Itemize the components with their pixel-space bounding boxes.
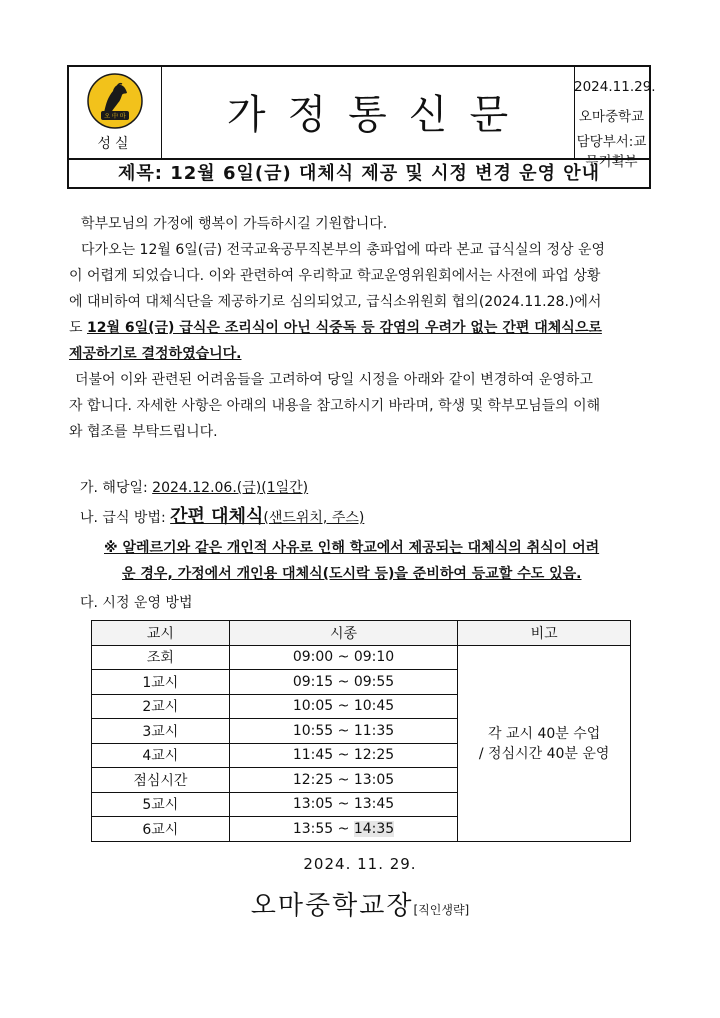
logo-cell [69,67,162,158]
body-line-4-prefix: 도 [69,320,87,336]
emphasis-text-1: 12월 6일(금) 급식은 조리식이 아닌 식중독 등 감염의 우려가 없는 간편 대체식으로 [86,320,602,336]
body-line-5 [69,341,659,367]
col-header-remark: 비고 [458,621,631,646]
time-cell: 10:05 ~ 10:45 [229,694,458,719]
table-header-row [92,621,631,646]
period-cell: 조회 [92,645,230,670]
time-cell: 12:25 ~ 13:05 [229,768,458,793]
period-cell: 5교시 [92,792,230,817]
period-cell: 4교시 [92,743,230,768]
period-cell: 점심시간 [92,768,230,793]
time-cell [229,817,458,842]
remark-cell [458,645,631,841]
greeting-line: 학부모님의 가정에 행복이 가득하시길 기원합니다. [81,216,388,232]
time-start: 13:55 ~ [292,820,354,837]
body-line-1: 다가오는 12월 6일(금) 전국교육공무직본부의 총파업에 따라 본교 급식실의 정상 운영 [81,242,605,258]
item-schedule-label: 다. 시정 운영 방법 [80,595,193,611]
item-meal-method [80,502,364,528]
emblem-text: 오 中 마 [104,113,126,120]
body-line-4 [69,315,659,341]
meal-detail: (샌드위치, 주스) [263,510,365,526]
item-meal-label: 나. 급식 방법: [80,510,171,526]
time-cell: 11:45 ~ 12:25 [229,743,458,768]
school-emblem-icon [87,73,143,129]
document-title: 가정통신문 [226,92,531,138]
time-end-highlighted: 14:35 [353,820,395,837]
emphasis-text-2: 제공하기로 결정하였습니다. [69,346,242,362]
info-cell [574,67,656,170]
allergy-note [104,535,660,587]
body-line-3: 에 대비하여 대체식단을 제공하기로 심의되었고, 급식소위원회 협의(2024.11.28.)에서 [69,294,602,310]
seal-omitted-note: [직인생략] [413,903,470,917]
item-meal-value [170,506,365,527]
body-line-6: 더불어 이와 관련된 어려움들을 고려하여 당일 시정을 아래와 같이 변경하여 운영하고 [75,372,593,388]
remark-line-2: / 정심시간 40분 운영 [478,746,610,762]
subject-line: 제목: 12월 6일(금) 대체식 제공 및 시정 변경 운영 안내 [118,163,600,184]
schedule-table [91,620,631,842]
col-header-time: 시종 [229,621,458,646]
school-motto: 성실 [97,136,133,152]
body-line-8: 와 협조를 부탁드립니다. [69,424,218,440]
note-line-2: 운 경우, 가정에서 개인용 대체식(도시락 등)을 준비하여 등교할 수도 있음. [122,566,582,582]
principal-signature [0,885,720,922]
item-date [80,477,308,497]
meal-type: 간편 대체식 [170,506,264,527]
time-cell: 10:55 ~ 11:35 [229,719,458,744]
department: 담당부서:교무기획부 [576,134,647,170]
item-date-label: 가. 해당일: [80,480,153,496]
item-date-value: 2024.12.06.(금)(1일간) [152,480,309,496]
school-name: 오마중학교 [578,109,645,125]
period-cell: 6교시 [92,817,230,842]
time-cell: 09:00 ~ 09:10 [229,645,458,670]
table-row [92,645,631,670]
period-cell: 3교시 [92,719,230,744]
letter-header [67,65,656,189]
note-line-1: ※ 알레르기와 같은 개인적 사유로 인해 학교에서 제공되는 대체식의 취식이 어려 [104,540,600,556]
header-top-row [69,67,656,170]
issue-date: 2024.11.29. [574,79,656,95]
footer-date: 2024. 11. 29. [303,855,417,873]
title-cell [161,67,575,158]
col-header-period: 교시 [92,621,230,646]
period-cell: 2교시 [92,694,230,719]
time-cell: 13:05 ~ 13:45 [229,792,458,817]
body-line-7: 자 합니다. 자세한 사항은 아래의 내용을 참고하시기 바라며, 학생 및 학부모님들의 이해 [69,398,601,414]
period-cell: 1교시 [92,670,230,695]
greeting-paragraph [69,211,659,445]
remark-line-1: 각 교시 40분 수업 [488,726,601,742]
body-line-2: 이 어렵게 되었습니다. 이와 관련하여 우리학교 학교운영위원회에서는 사전에 파업 상황 [69,268,601,284]
principal-title: 오마중학교장 [250,891,414,921]
time-cell: 09:15 ~ 09:55 [229,670,458,695]
